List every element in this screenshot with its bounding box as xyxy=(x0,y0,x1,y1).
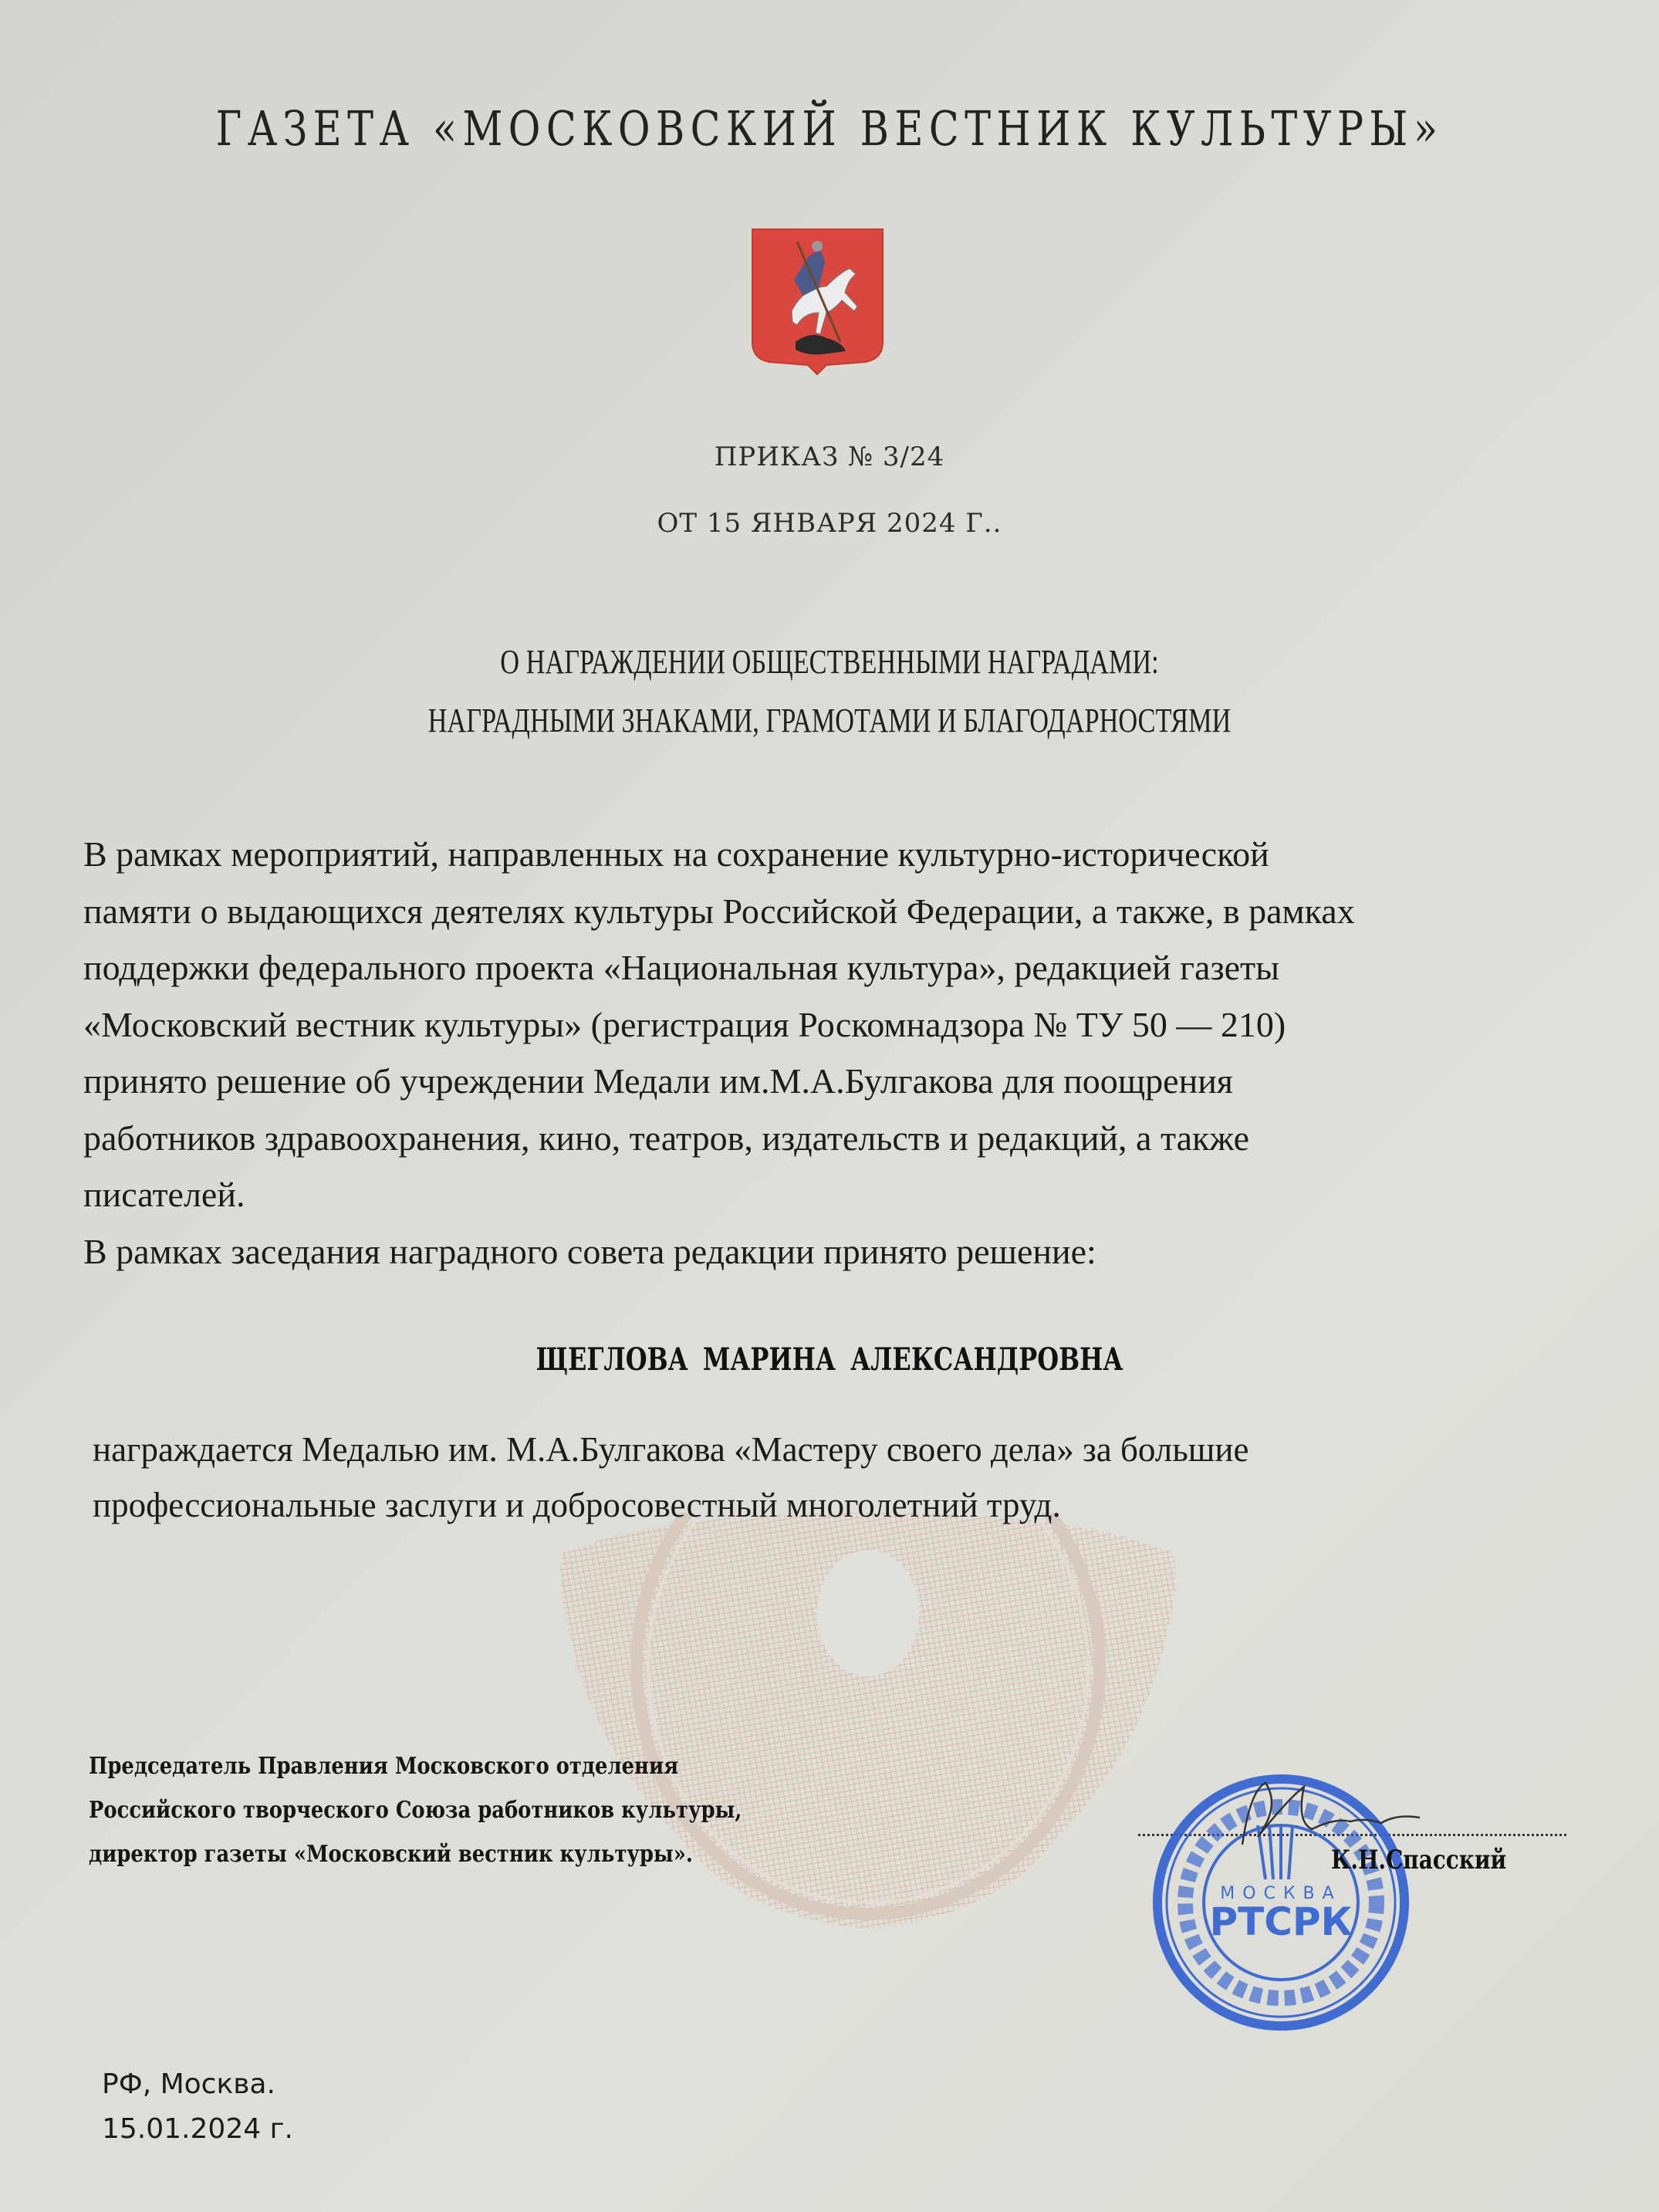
stamp-city: МОСКВА xyxy=(1220,1884,1342,1903)
order-number: ПРИКАЗ № 3/24 xyxy=(714,441,945,472)
moscow-coat-of-arms-icon xyxy=(749,226,886,375)
award-description xyxy=(93,1422,1559,1533)
handwritten-signature xyxy=(1219,1775,1451,1852)
body-line: В рамках мероприятий, направленных на сохранение культурно-исторической xyxy=(83,834,1269,874)
signer-title xyxy=(89,1744,742,1876)
order-date: ОТ 15 ЯНВАРЯ 2024 Г.. xyxy=(657,508,1002,539)
place: РФ, Москва. xyxy=(102,2068,275,2100)
body-line: поддержки федерального проекта «Национальная культура», редакцией газеты xyxy=(83,948,1280,987)
body-line: принято решение об учреждении Медали им.М.А.Булгакова для поощрения xyxy=(83,1061,1233,1101)
body-line: «Московский вестник культуры» (регистрация Роскомнадзора № ТУ 50 — 210) xyxy=(83,1004,1286,1044)
order-body xyxy=(83,826,1596,1280)
body-line: памяти о выдающихся деятелях культуры Российской Федерации, а также, в рамках xyxy=(83,891,1355,931)
body-line: работников здравоохранения, кино, театров, издательств и редакций, а также xyxy=(83,1118,1249,1158)
stamp-abbr: РТСРК xyxy=(1209,1899,1353,1944)
signer-name: К.Н.Спасский xyxy=(1331,1845,1507,1875)
subject-line-1: О НАГРАЖДЕНИИ ОБЩЕСТВЕННЫМИ НАГРАДАМИ: xyxy=(500,643,1159,681)
body-line: В рамках заседания наградного совета редакции принято решение: xyxy=(83,1231,1096,1271)
place-and-date xyxy=(102,2062,293,2152)
subject-line-2: НАГРАДНЫМИ ЗНАКАМИ, ГРАМОТАМИ И БЛАГОДАРНОСТЯМИ xyxy=(427,702,1232,739)
signer-line-2: Российского творческого Союза работников культуры, xyxy=(89,1797,742,1824)
body-line: писателей. xyxy=(83,1175,245,1214)
date: 15.01.2024 г. xyxy=(102,2113,293,2145)
order-subject xyxy=(183,633,1477,750)
signer-line-1: Председатель Правления Московского отделения xyxy=(89,1753,679,1780)
award-line-1: награждается Медалью им. М.А.Булгакова «Мастеру своего дела» за большие xyxy=(93,1430,1249,1469)
awardee-name: ЩЕГЛОВА МАРИНА АЛЕКСАНДРОВНА xyxy=(536,1341,1123,1378)
newspaper-masthead: ГАЗЕТА «МОСКОВСКИЙ ВЕСТНИК КУЛЬТУРЫ» xyxy=(215,100,1444,157)
signer-line-3: директор газеты «Московский вестник культуры». xyxy=(89,1841,693,1868)
award-line-2: профессиональные заслуги и добросовестный многолетний труд. xyxy=(93,1486,1061,1524)
